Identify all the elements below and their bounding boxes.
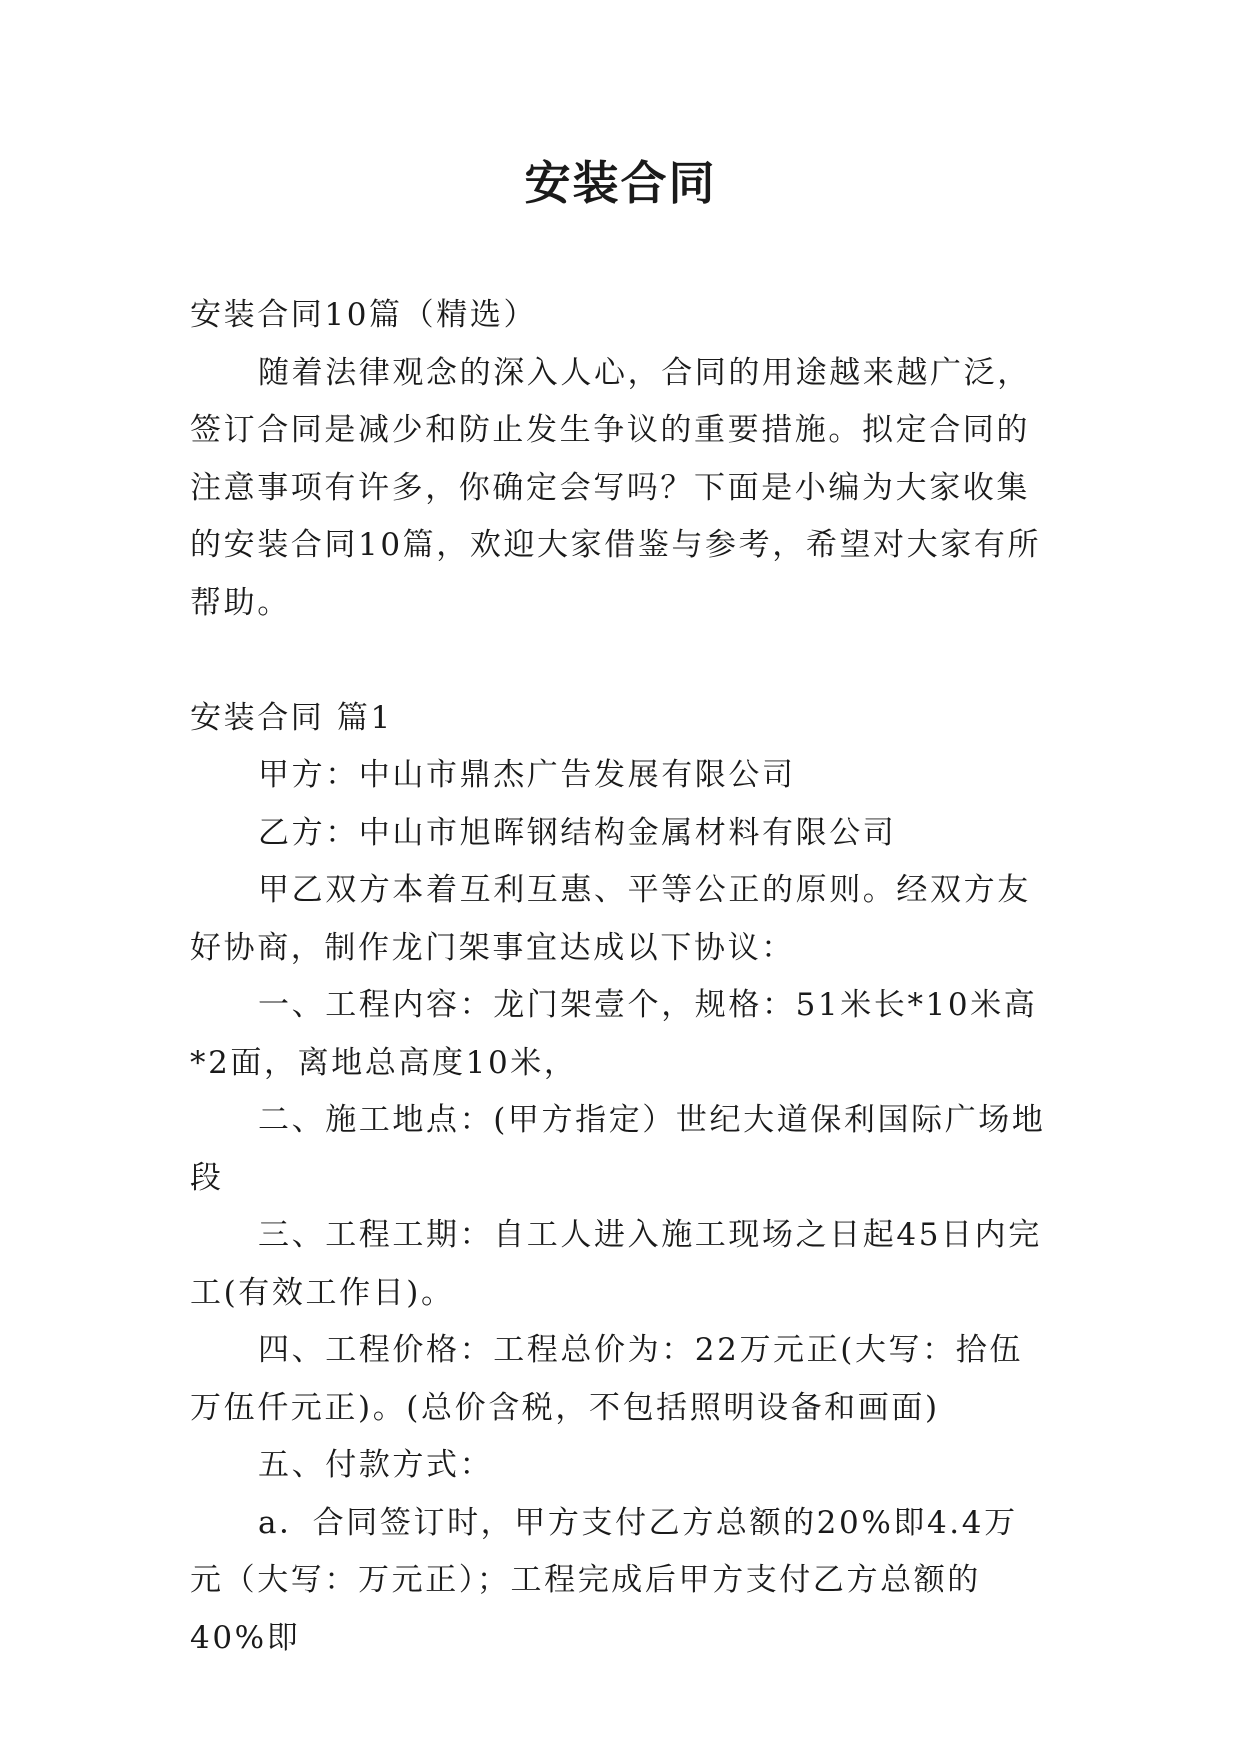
clause-4-paragraph: 四、工程价格：工程总价为：22万元正(大写：拾伍万伍仟元正)。(总价含税，不包括照明设备和画面) bbox=[190, 1332, 1023, 1426]
intro-paragraph: 随着法律观念的深入人心，合同的用途越来越广泛，签订合同是减少和防止发生争议的重要措施。拟定合同的注意事项有许多，你确定会写吗？下面是小编为大家收集的安装合同10篇，欢迎大家借鉴与参考，希望对大家有所帮助。 bbox=[190, 354, 1042, 621]
subtitle-paragraph: 安装合同10篇（精选） bbox=[190, 297, 538, 333]
agreement-paragraph: 甲乙双方本着互利互惠、平等公正的原则。经双方友好协商，制作龙门架事宜达成以下协议： bbox=[190, 872, 1031, 966]
clause-3-paragraph: 三、工程工期：自工人进入施工现场之日起45日内完工(有效工作日)。 bbox=[190, 1217, 1042, 1311]
party-a-paragraph: 甲方：中山市鼎杰广告发展有限公司 bbox=[258, 757, 796, 793]
party-b-paragraph: 乙方：中山市旭晖钢结构金属材料有限公司 bbox=[258, 814, 897, 851]
clause-5-paragraph: 五、付款方式： bbox=[258, 1447, 494, 1483]
clause-1-paragraph: 一、工程内容：龙门架壹个，规格：51米长*10米高*2面，离地总高度10米， bbox=[190, 987, 1038, 1081]
clause-2-paragraph: 二、施工地点：(甲方指定）世纪大道保利国际广场地段 bbox=[190, 1102, 1046, 1196]
document-body bbox=[190, 287, 1050, 1667]
clause-5a-paragraph: a．合同签订时，甲方支付乙方总额的20%即4.4万元（大写：万元正）；工程完成后甲方支付乙方总额的40%即 bbox=[190, 1504, 1018, 1656]
document-title: 安装合同 bbox=[524, 156, 717, 210]
blank-line bbox=[190, 632, 1050, 690]
section-heading: 安装合同 篇1 bbox=[190, 699, 393, 736]
